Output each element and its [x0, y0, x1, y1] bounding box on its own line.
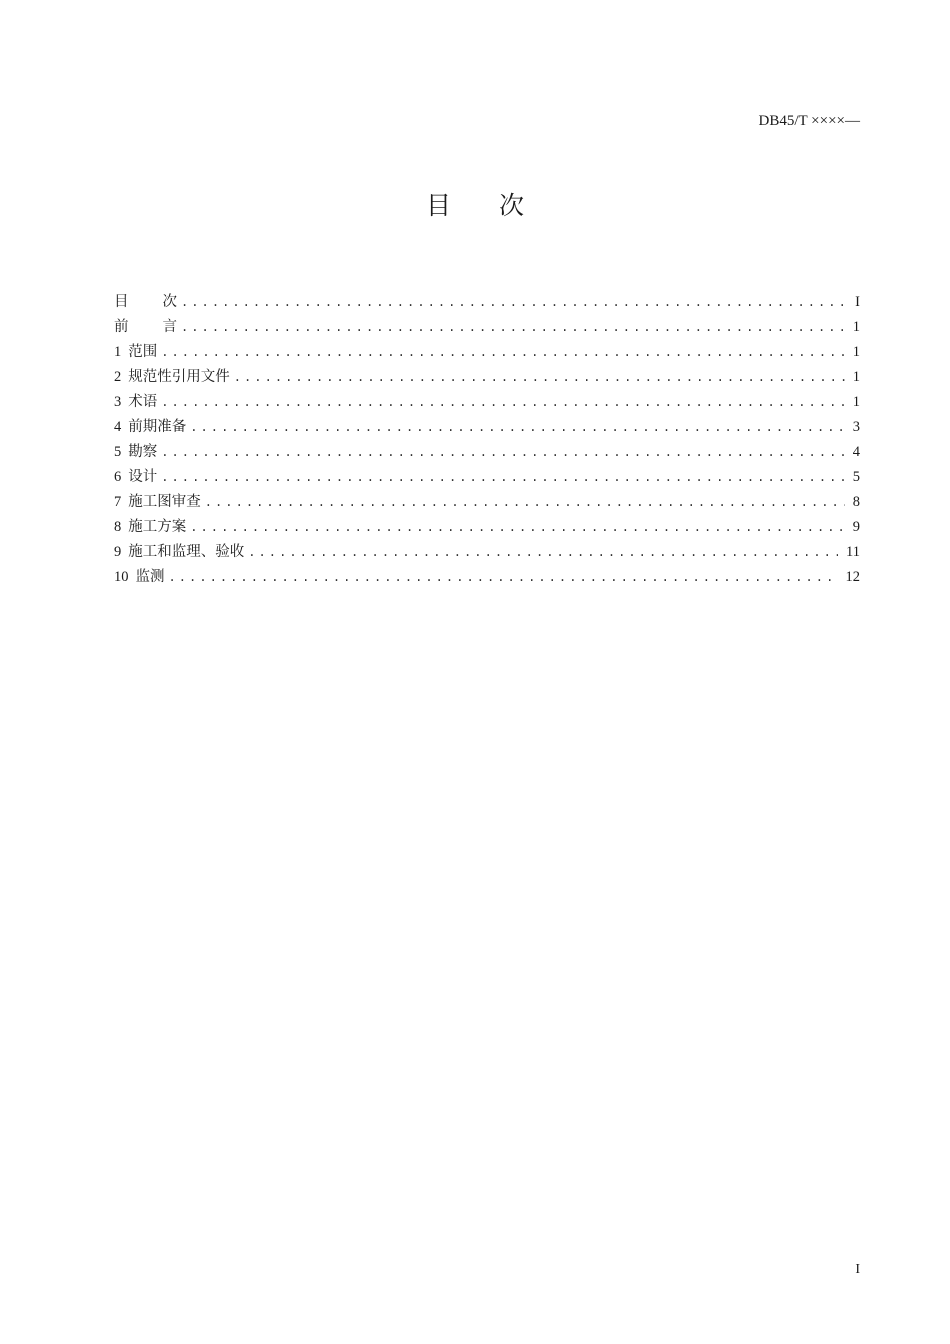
toc-entry-terms[interactable] — [114, 390, 860, 415]
toc-entry-scope[interactable] — [114, 340, 860, 365]
toc-leader-dots — [234, 365, 845, 390]
toc-entry-drawing-review[interactable] — [114, 490, 860, 515]
toc-entry-label: 监测 — [135, 569, 165, 585]
toc-entry-page: 5 — [852, 469, 860, 485]
toc-entry-label: 施工图审查 — [128, 494, 201, 510]
toc-leader-dots — [190, 515, 845, 540]
page-title — [0, 186, 950, 222]
toc-entry-construction-plan[interactable] — [114, 515, 860, 540]
toc-leader-dots — [181, 290, 847, 315]
toc-entry-number: 9 — [114, 544, 122, 560]
toc-entry-design[interactable] — [114, 465, 860, 490]
toc-leader-dots — [161, 465, 845, 490]
document-code: DB45/T ××××— — [758, 113, 860, 129]
toc-leader-dots — [161, 440, 845, 465]
toc-entry-monitoring[interactable] — [114, 565, 860, 590]
toc-entry-page: 4 — [852, 444, 860, 460]
toc-entry-number: 8 — [114, 519, 122, 535]
page-title-char-2: 次 — [499, 191, 525, 220]
toc-entry-number: 10 — [114, 569, 129, 585]
toc-entry-label: 目 次 — [114, 294, 177, 310]
toc-entry-number: 2 — [114, 369, 122, 385]
toc-entry-label: 前 言 — [114, 319, 177, 335]
toc-leader-dots — [181, 315, 845, 340]
toc-entry-label: 前期准备 — [128, 419, 187, 435]
toc-entry-page: 1 — [852, 319, 860, 335]
toc-entry-page: 1 — [852, 394, 860, 410]
toc-entry-page: 3 — [852, 419, 860, 435]
toc-leader-dots — [169, 565, 838, 590]
toc-leader-dots — [161, 390, 845, 415]
toc-entry-label: 施工方案 — [128, 519, 187, 535]
toc-entry-label: 勘察 — [128, 444, 158, 460]
toc-entry-number: 4 — [114, 419, 122, 435]
toc-leader-dots — [248, 540, 838, 565]
page-title-char-1: 目 — [425, 191, 451, 220]
table-of-contents — [114, 290, 860, 590]
page-number: I — [855, 1262, 860, 1277]
toc-entry-number: 3 — [114, 394, 122, 410]
toc-entry-label: 施工和监理、验收 — [128, 544, 245, 560]
toc-entry-number: 5 — [114, 444, 122, 460]
toc-entry-label: 范围 — [128, 344, 158, 360]
toc-entry-construction-supervision-acceptance[interactable] — [114, 540, 860, 565]
toc-entry-survey[interactable] — [114, 440, 860, 465]
toc-entry-normative-references[interactable] — [114, 365, 860, 390]
toc-entry-preparation[interactable] — [114, 415, 860, 440]
toc-entry-page: 9 — [852, 519, 860, 535]
toc-entry-page: 12 — [845, 569, 860, 585]
toc-entry-label: 规范性引用文件 — [128, 369, 230, 385]
toc-entry-label: 设计 — [128, 469, 158, 485]
toc-entry-label: 术语 — [128, 394, 158, 410]
toc-leader-dots — [190, 415, 845, 440]
toc-entry-contents[interactable] — [114, 290, 860, 315]
toc-leader-dots — [205, 490, 845, 515]
toc-entry-page: I — [855, 294, 860, 310]
toc-entry-page: 8 — [852, 494, 860, 510]
toc-leader-dots — [161, 340, 845, 365]
toc-entry-foreword[interactable] — [114, 315, 860, 340]
toc-entry-number: 1 — [114, 344, 122, 360]
toc-entry-page: 1 — [852, 369, 860, 385]
toc-entry-number: 6 — [114, 469, 122, 485]
toc-entry-number: 7 — [114, 494, 122, 510]
toc-entry-page: 11 — [846, 544, 860, 560]
toc-entry-page: 1 — [852, 344, 860, 360]
